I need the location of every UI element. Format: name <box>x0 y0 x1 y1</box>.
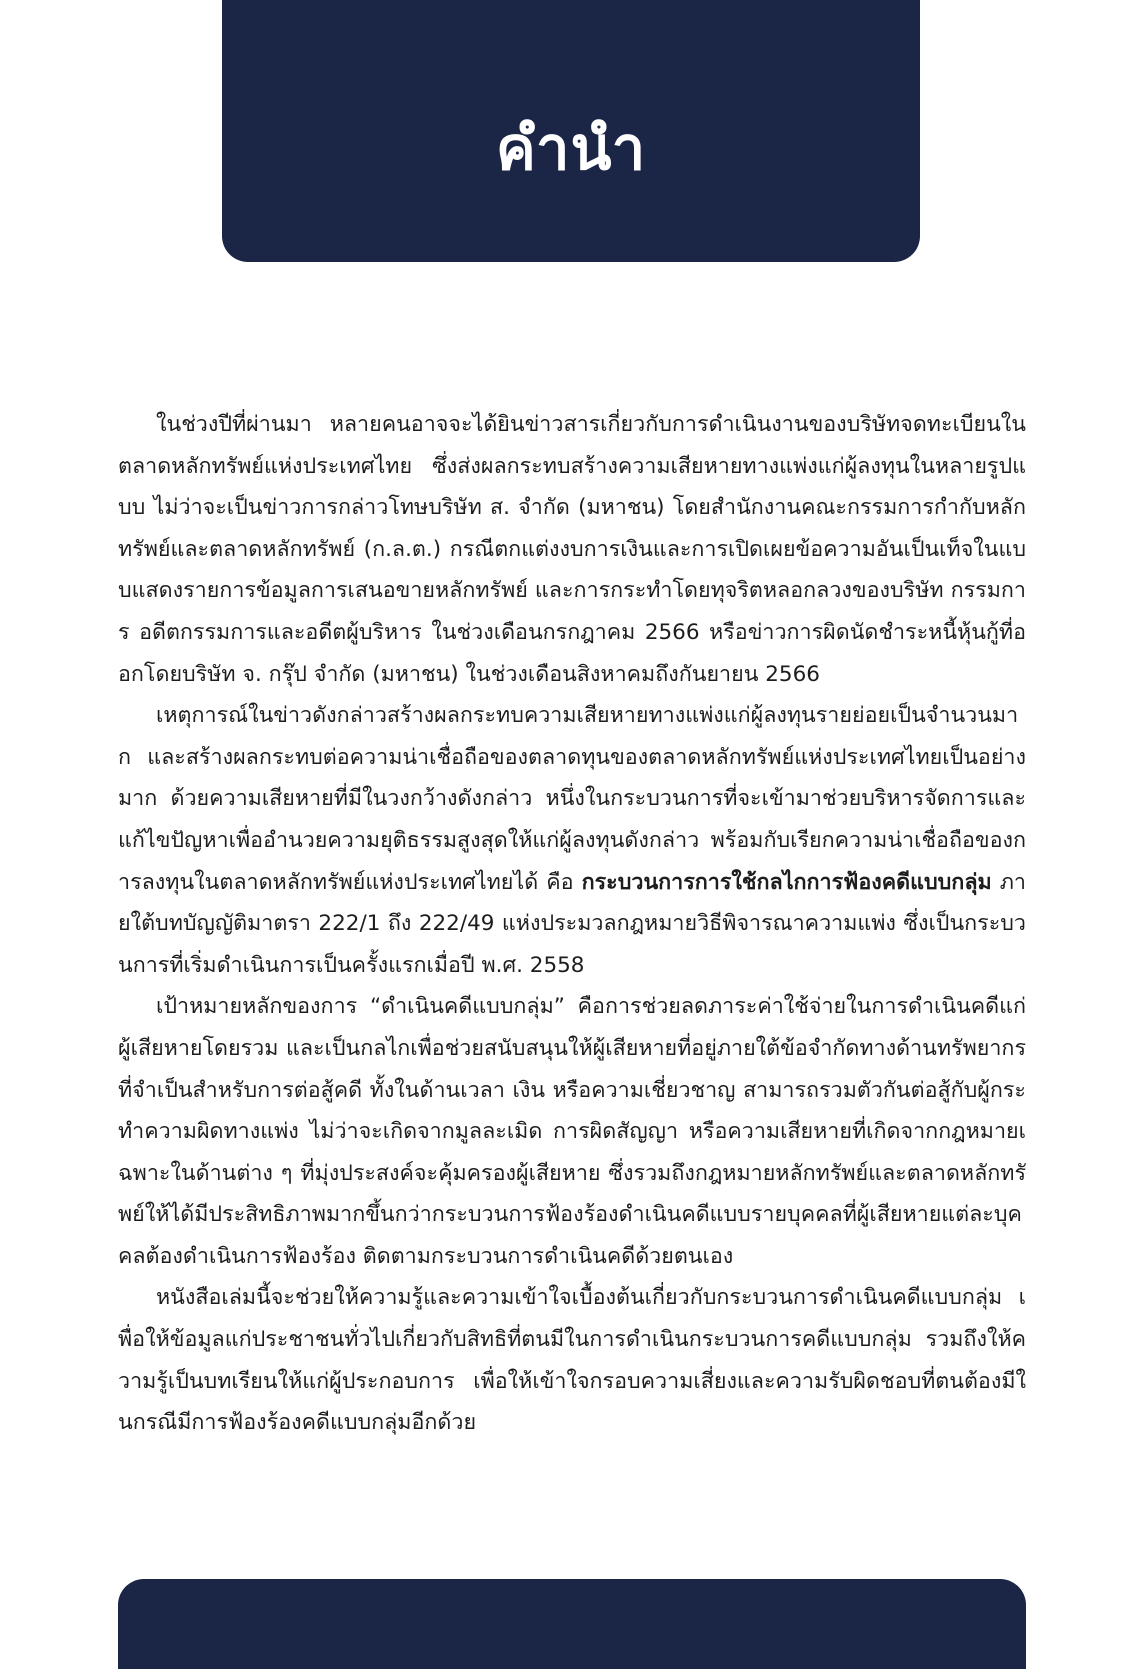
paragraph-1-text: ในช่วงปีที่ผ่านมา หลายคนอาจจะได้ยินข่าวสารเกี่ยวกับการดำเนินงานของบริษัทจดทะเบียนในตลาดหลักทรัพย์แห่งประเทศไทย ซึ่งส่งผลกระทบสร้างความเสียหายทางแพ่งแก่ผู้ลงทุนในหลายรูปแบบ ไม่ว่าจะเป็นข่าวการกล่าวโทษบริษัท ส. จำกัด (มหาชน) โดยสำนักงานคณะกรรมการกำกับหลักทรัพย์และตลาดหลักทรัพย์ (ก.ล.ต.) กรณีตกแต่งงบการเงินและการเปิดเผยข้อความอันเป็นเท็จในแบบแสดงรายการข้อมูลการเสนอขายหลักทรัพย์ และการกระทำโดยทุจริตหลอกลวงของบริษัท กรรมการ อดีตกรรมการและอดีตผู้บริหาร ในช่วงเดือนกรกฎาคม 2566 หรือข่าวการผิดนัดชำระหนี้หุ้นกู้ที่ออกโดยบริษัท จ. กรุ๊ป จำกัด (มหาชน) ในช่วงเดือนสิงหาคมถึงกันยายน 2566 <box>118 412 1027 687</box>
footer-banner <box>118 1579 1026 1669</box>
paragraph-2-text-end: ภายใต้บทบัญญัติมาตรา 222/1 ถึง 222/49 แห่งประมวลกฎหมายวิธีพิจารณาความแพ่ง ซึ่งเป็นกระบวนการที่เริ่มดำเนินการเป็นครั้งแรกเมื่อปี พ.ศ. 2558 <box>118 869 1026 978</box>
paragraph-4-text: หนังสือเล่มนี้จะช่วยให้ความรู้และความเข้าใจเบื้องต้นเกี่ยวกับกระบวนการดำเนินคดีแบบกลุ่ม เพื่อให้ข้อมูลแก่ประชาชนทั่วไปเกี่ยวกับสิทธิที่ตนมีในการดำเนินกระบวนการคดีแบบกลุ่ม รวมถึงให้ความรู้เป็นบทเรียนให้แก่ผู้ประกอบการ เพื่อให้เข้าใจกรอบความเสี่ยงและความรับผิดชอบที่ตนต้องมีในกรณีมีการฟ้องร้องคดีแบบกลุ่มอีกด้วย <box>118 1285 1026 1436</box>
paragraph-3-text: เป้าหมายหลักของการ “ดำเนินคดีแบบกลุ่ม” คือการช่วยลดภาระค่าใช้จ่ายในการดำเนินคดีแก่ผู้เสียหายโดยรวม และเป็นกลไกเพื่อช่วยสนับสนุนให้ผู้เสียหายที่อยู่ภายใต้ข้อจำกัดทางด้านทรัพยากรที่จำเป็นสำหรับการต่อสู้คดี ทั้งในด้านเวลา เงิน หรือความเชี่ยวชาญ สามารถรวมตัวกันต่อสู้กับผู้กระทำความผิดทางแพ่ง ไม่ว่าจะเกิดจากมูลละเมิด การผิดสัญญา หรือความเสียหายที่เกิดจากกฎหมายเฉพาะในด้านต่าง ๆ ที่มุ่งประสงค์จะคุ้มครองผู้เสียหาย ซึ่งรวมถึงกฎหมายหลักทรัพย์และตลาดหลักทรัพย์ให้ได้มีประสิทธิภาพมากขึ้นกว่ากระบวนการฟ้องร้องดำเนินคดีแบบรายบุคคลที่ผู้เสียหายแต่ละบุคคลต้องดำเนินการฟ้องร้อง ติดตามกระบวนการดำเนินคดีด้วยตนเอง <box>118 994 1026 1269</box>
paragraph-4 <box>118 1277 1026 1443</box>
paragraph-1 <box>118 404 1026 695</box>
title-banner <box>222 0 920 262</box>
preface-body <box>118 404 1026 1444</box>
page-title: คำนำ <box>495 113 647 184</box>
paragraph-2-text-start: เหตุการณ์ในข่าวดังกล่าวสร้างผลกระทบความเสียหายทางแพ่งแก่ผู้ลงทุนรายย่อยเป็นจำนวนมาก และสร้างผลกระทบต่อความน่าเชื่อถือของตลาดทุนของตลาดหลักทรัพย์แห่งประเทศไทยเป็นอย่างมาก ด้วยความเสียหายที่มีในวงกว้างดังกล่าว หนึ่งในกระบวนการที่จะเข้ามาช่วยบริหารจัดการและแก้ไขปัญหาเพื่ออำนวยความยุติธรรมสูงสุดให้แก่ผู้ลงทุนดังกล่าว พร้อมกับเรียกความน่าเชื่อถือของการลงทุนในตลาดหลักทรัพย์แห่งประเทศไทยได้ คือ <box>118 703 1026 895</box>
paragraph-3 <box>118 986 1026 1277</box>
paragraph-2 <box>118 695 1026 986</box>
paragraph-2-highlight: กระบวนการการใช้กลไกการฟ้องคดีแบบกลุ่ม <box>581 869 992 895</box>
